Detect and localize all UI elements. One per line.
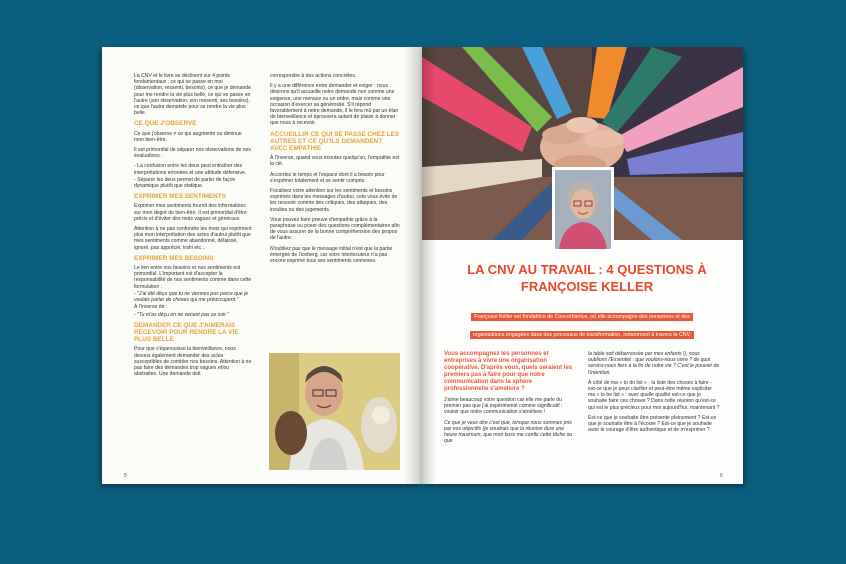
paragraph: N'oubliez pas que le message initial n'est que la partie émergée de l'iceberg, car votre interlocuteur n'a pas encore exprimé tous ses sentiments connexes. (270, 245, 393, 265)
paragraph: Il est primordial de séparer nos observations de nos évaluations : (134, 147, 251, 160)
right-column-2 (588, 351, 720, 437)
page-gutter-shadow (422, 47, 436, 484)
paragraph: correspondre à des actions concrètes. (270, 73, 357, 79)
paragraph: Attention à ne pas confondre les mots qui expriment plus mon interprétation des actes d'autrui plutôt que mes sentiments comme abandonné, délaissé, ignoré, pas apprécié, trahi etc... (134, 226, 252, 251)
paragraph: Exprimer mes sentiments fournit des informations sur mon degré de bien-être. Il est primordial d'être précis et d'éviter des mots vagues et généraux. (134, 203, 247, 222)
paragraph: Le lien entre nos besoins et nos sentiments est primordial. L'important est d'accepter la responsabilité de nos sentiments comme dans cette formulation : (134, 265, 252, 290)
section-heading: DEMANDER CE QUE J'AIMERAIS RECEVOIR POUR RENDRE LA VIE PLUS BELLE (134, 321, 239, 344)
right-column-1 (444, 351, 577, 448)
left-page (102, 47, 422, 484)
page-number: 6 (720, 473, 723, 479)
paragraph: - La confusion entre les deux peut entraîner des interprétations erronées et une attitude défensive. (134, 163, 247, 176)
section-heading: ACCUEILLIR CE QUI SE PASSE CHEZ LES AUTRES ET CE QU'ILS DEMANDENT AVEC EMPATHIE (270, 130, 400, 153)
answer-paragraph: Est-ce que je souhaite être présente pleinement ? Est-ce que je souhaite être à l'écoute ? Est-ce que je souhaite avoir le courage d'être authentique et de m'exprimer ? (588, 414, 717, 434)
answer-paragraph: Ce que je veux dire c'est que, lorsque nous sommes pris par nos objectifs (je voudrais que la réunion dure une heure maximum, que mon boss me confie cette tâche ou que (444, 419, 573, 445)
intro-paragraph: La CNV et le livre se déclinent sur 4 points fondamentaux : ce qui se passe en moi (observation, ressenti, besoins), ce que je demande pour me rendre la vie plus belle, ce qui se passe en l'autre (son observation, son ressenti, ses besoins), ce que l'autre demande pour se rendre la vie plus belle. (134, 73, 251, 117)
intro-banner-text: Françoise Keller est fondatrice de Concerbience, où elle accompagne des personnes et des organisations engagées dans des processus de transformation, notamment à travers la CNV. (470, 313, 694, 339)
paragraph: Accordez le temps et l'espace dont il a besoin pour s'exprimer totalement et se sentir compris. (270, 171, 385, 184)
quote: - "J'ai été déçu que tu ne viennes pas parce que je voulais parler de choses qui me préoccupent." (134, 290, 249, 304)
paragraph: Focalisez votre attention sur les sentiments et besoins exprimés dans les messages d'autrui, cela vous évite de les recevoir comme des critiques, des attaques, des insultes ou des jugements. (270, 188, 398, 213)
article-title: LA CNV AU TRAVAIL : 4 QUESTIONS À FRANÇOISE KELLER (467, 262, 707, 294)
man-with-puppet-photo (269, 353, 400, 470)
section-heading: EXPRIMER MES BESOINS (134, 254, 214, 262)
answer-paragraph: J'aime beaucoup votre question car elle me parle du premier pas que j'ai expérimenté comme significatif : vouloir que notre communication s'améliore ! (444, 397, 563, 416)
paragraph: Ce que j'observe ≠ ce qui augmente ou diminue mon bien-être. (134, 130, 242, 143)
magazine-spread (102, 47, 743, 484)
interview-question: Vous accompagnez les personnes et entreprises à vivre une organisation coopérative. D'après vous, quels seraient les premiers pas à faire pour que notre communication dans la sphère professionnelle s'améliore ? (444, 351, 573, 392)
left-column-2 (270, 73, 400, 268)
paragraph: Vous pouvez faire preuve d'empathie grâce à la paraphrase ou poser des questions complémentaires afin de vous assurer de la bonne compréhension des propos de l'autre. (270, 216, 400, 242)
answer-paragraph: la table soit débarrassée par mes enfants !), nous oublions l'Essentiel : que voulons-nous vivre ? de quoi serons-nous fiers à la fin de notre vie ? C'est le pouvoir de l'intention. (588, 351, 720, 376)
answer-paragraph: À côté de ma « to do list » - la liste des choses à faire - est-ce que je peux clarifier et peut-être même expliciter ma « to be list » : avec quelle qualité est-ce que je souhaite faire ces choses ? Dans cette réunion qu'est-ce qui est le plus précieux pour moi aujourd'hui, maintenant ? (588, 379, 720, 411)
right-page (422, 47, 743, 484)
paragraph: - Séparer les deux permet de parler de façon dynamique plutôt que statique. (134, 176, 236, 190)
portrait-illustration (555, 170, 611, 249)
paragraph: Il y a une différence entre demander et exiger : nous désirons qu'il accueille notre demande non comme une exigence, une menace ou un ordre, mais comme une occasion d'exercer sa générosité. S'il répond favorablement à notre demande, il le fera mû par un élan de bienveillance et éprouvera autant de plaisir à donner que nous à recevoir. (270, 83, 399, 127)
intro-banner (462, 305, 702, 341)
photo-illustration (269, 353, 400, 470)
portrait-image (555, 170, 611, 249)
quote: - "Tu m'as déçu en ne venant pas ce soir." (134, 311, 229, 318)
section-heading: CE QUE J'OBSERVE (134, 120, 197, 128)
francoise-keller-portrait (552, 167, 614, 252)
section-heading: EXPRIMER MES SENTIMENTS (134, 193, 226, 201)
page-number: 5 (124, 473, 127, 479)
paragraph: Pour que s'épanouisse la bienveillance, nous devons également demander des actes susceptibles de combler nos besoins. Attention à ne pas faire des demandes trop vagues et/ou abstraites. Une demande doit (134, 346, 252, 378)
left-column-1 (134, 73, 252, 381)
page-gutter-shadow (404, 47, 422, 484)
paragraph: À l'inverse de : (134, 304, 168, 311)
paragraph: À l'inverse, quand vous écoutez quelqu'un, l'empathie est la clé. (270, 155, 400, 168)
